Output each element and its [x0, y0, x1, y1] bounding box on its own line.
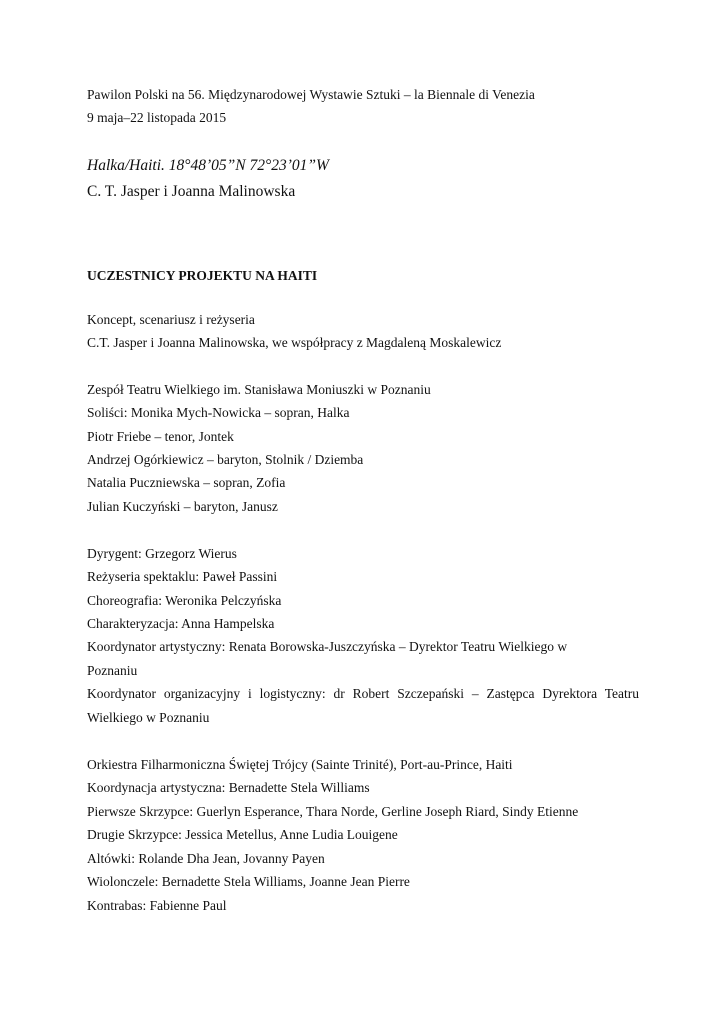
- crew-line: Charakteryzacja: Anna Hampelska: [87, 616, 275, 631]
- orchestra-line: Koordynacja artystyczna: Bernadette Stela Williams: [87, 780, 370, 795]
- crew-line: Koordynator organizacyjny i logistyczny: dr Robert Szczepański – Zastępca Dyrektora Teatru: [87, 686, 639, 701]
- orchestra-line: Pierwsze Skrzypce: Guerlyn Esperance, Thara Norde, Gerline Joseph Riard, Sindy Etienne: [87, 804, 579, 819]
- soloist-line: Andrzej Ogórkiewicz – baryton, Stolnik / Dziemba: [87, 452, 364, 467]
- crew-line: Wielkiego w Poznaniu: [87, 710, 210, 725]
- orchestra-line: Altówki: Rolande Dha Jean, Jovanny Payen: [87, 851, 325, 866]
- soloist-line: Natalia Puczniewska – sopran, Zofia: [87, 475, 286, 490]
- section-heading: UCZESTNICY PROJEKTU NA HAITI: [87, 268, 318, 283]
- concept-label: Koncept, scenariusz i reżyseria: [87, 312, 255, 327]
- crew-line: Poznaniu: [87, 663, 138, 678]
- project-title: Halka/Haiti. 18°48’05”N 72°23’01”W: [87, 157, 329, 174]
- pavilion-line: Pawilon Polski na 56. Międzynarodowej Wystawie Sztuki – la Biennale di Venezia: [87, 87, 535, 102]
- orchestra-line: Kontrabas: Fabienne Paul: [87, 898, 227, 913]
- soloist-line: Soliści: Monika Mych-Nowicka – sopran, Halka: [87, 405, 350, 420]
- concept-value: C.T. Jasper i Joanna Malinowska, we współpracy z Magdaleną Moskalewicz: [87, 335, 502, 350]
- opera-team-heading: Zespół Teatru Wielkiego im. Stanisława Moniuszki w Poznaniu: [87, 382, 431, 397]
- crew-line: Dyrygent: Grzegorz Wierus: [87, 546, 237, 561]
- crew-line: Koordynator artystyczny: Renata Borowska-Juszczyńska – Dyrektor Teatru Wielkiego w: [87, 639, 568, 654]
- project-authors: C. T. Jasper i Joanna Malinowska: [87, 183, 296, 200]
- orchestra-line: Wiolonczele: Bernadette Stela Williams, Joanne Jean Pierre: [87, 874, 410, 889]
- soloist-line: Julian Kuczyński – baryton, Janusz: [87, 499, 278, 514]
- crew-line: Choreografia: Weronika Pelczyńska: [87, 593, 282, 608]
- soloist-line: Piotr Friebe – tenor, Jontek: [87, 429, 234, 444]
- orchestra-line: Orkiestra Filharmoniczna Świętej Trójcy (Sainte Trinité), Port-au-Prince, Haiti: [87, 757, 513, 772]
- exhibition-dates: 9 maja–22 listopada 2015: [87, 110, 227, 125]
- orchestra-line: Drugie Skrzypce: Jessica Metellus, Anne Ludia Louigene: [87, 827, 398, 842]
- crew-line: Reżyseria spektaklu: Paweł Passini: [87, 569, 278, 584]
